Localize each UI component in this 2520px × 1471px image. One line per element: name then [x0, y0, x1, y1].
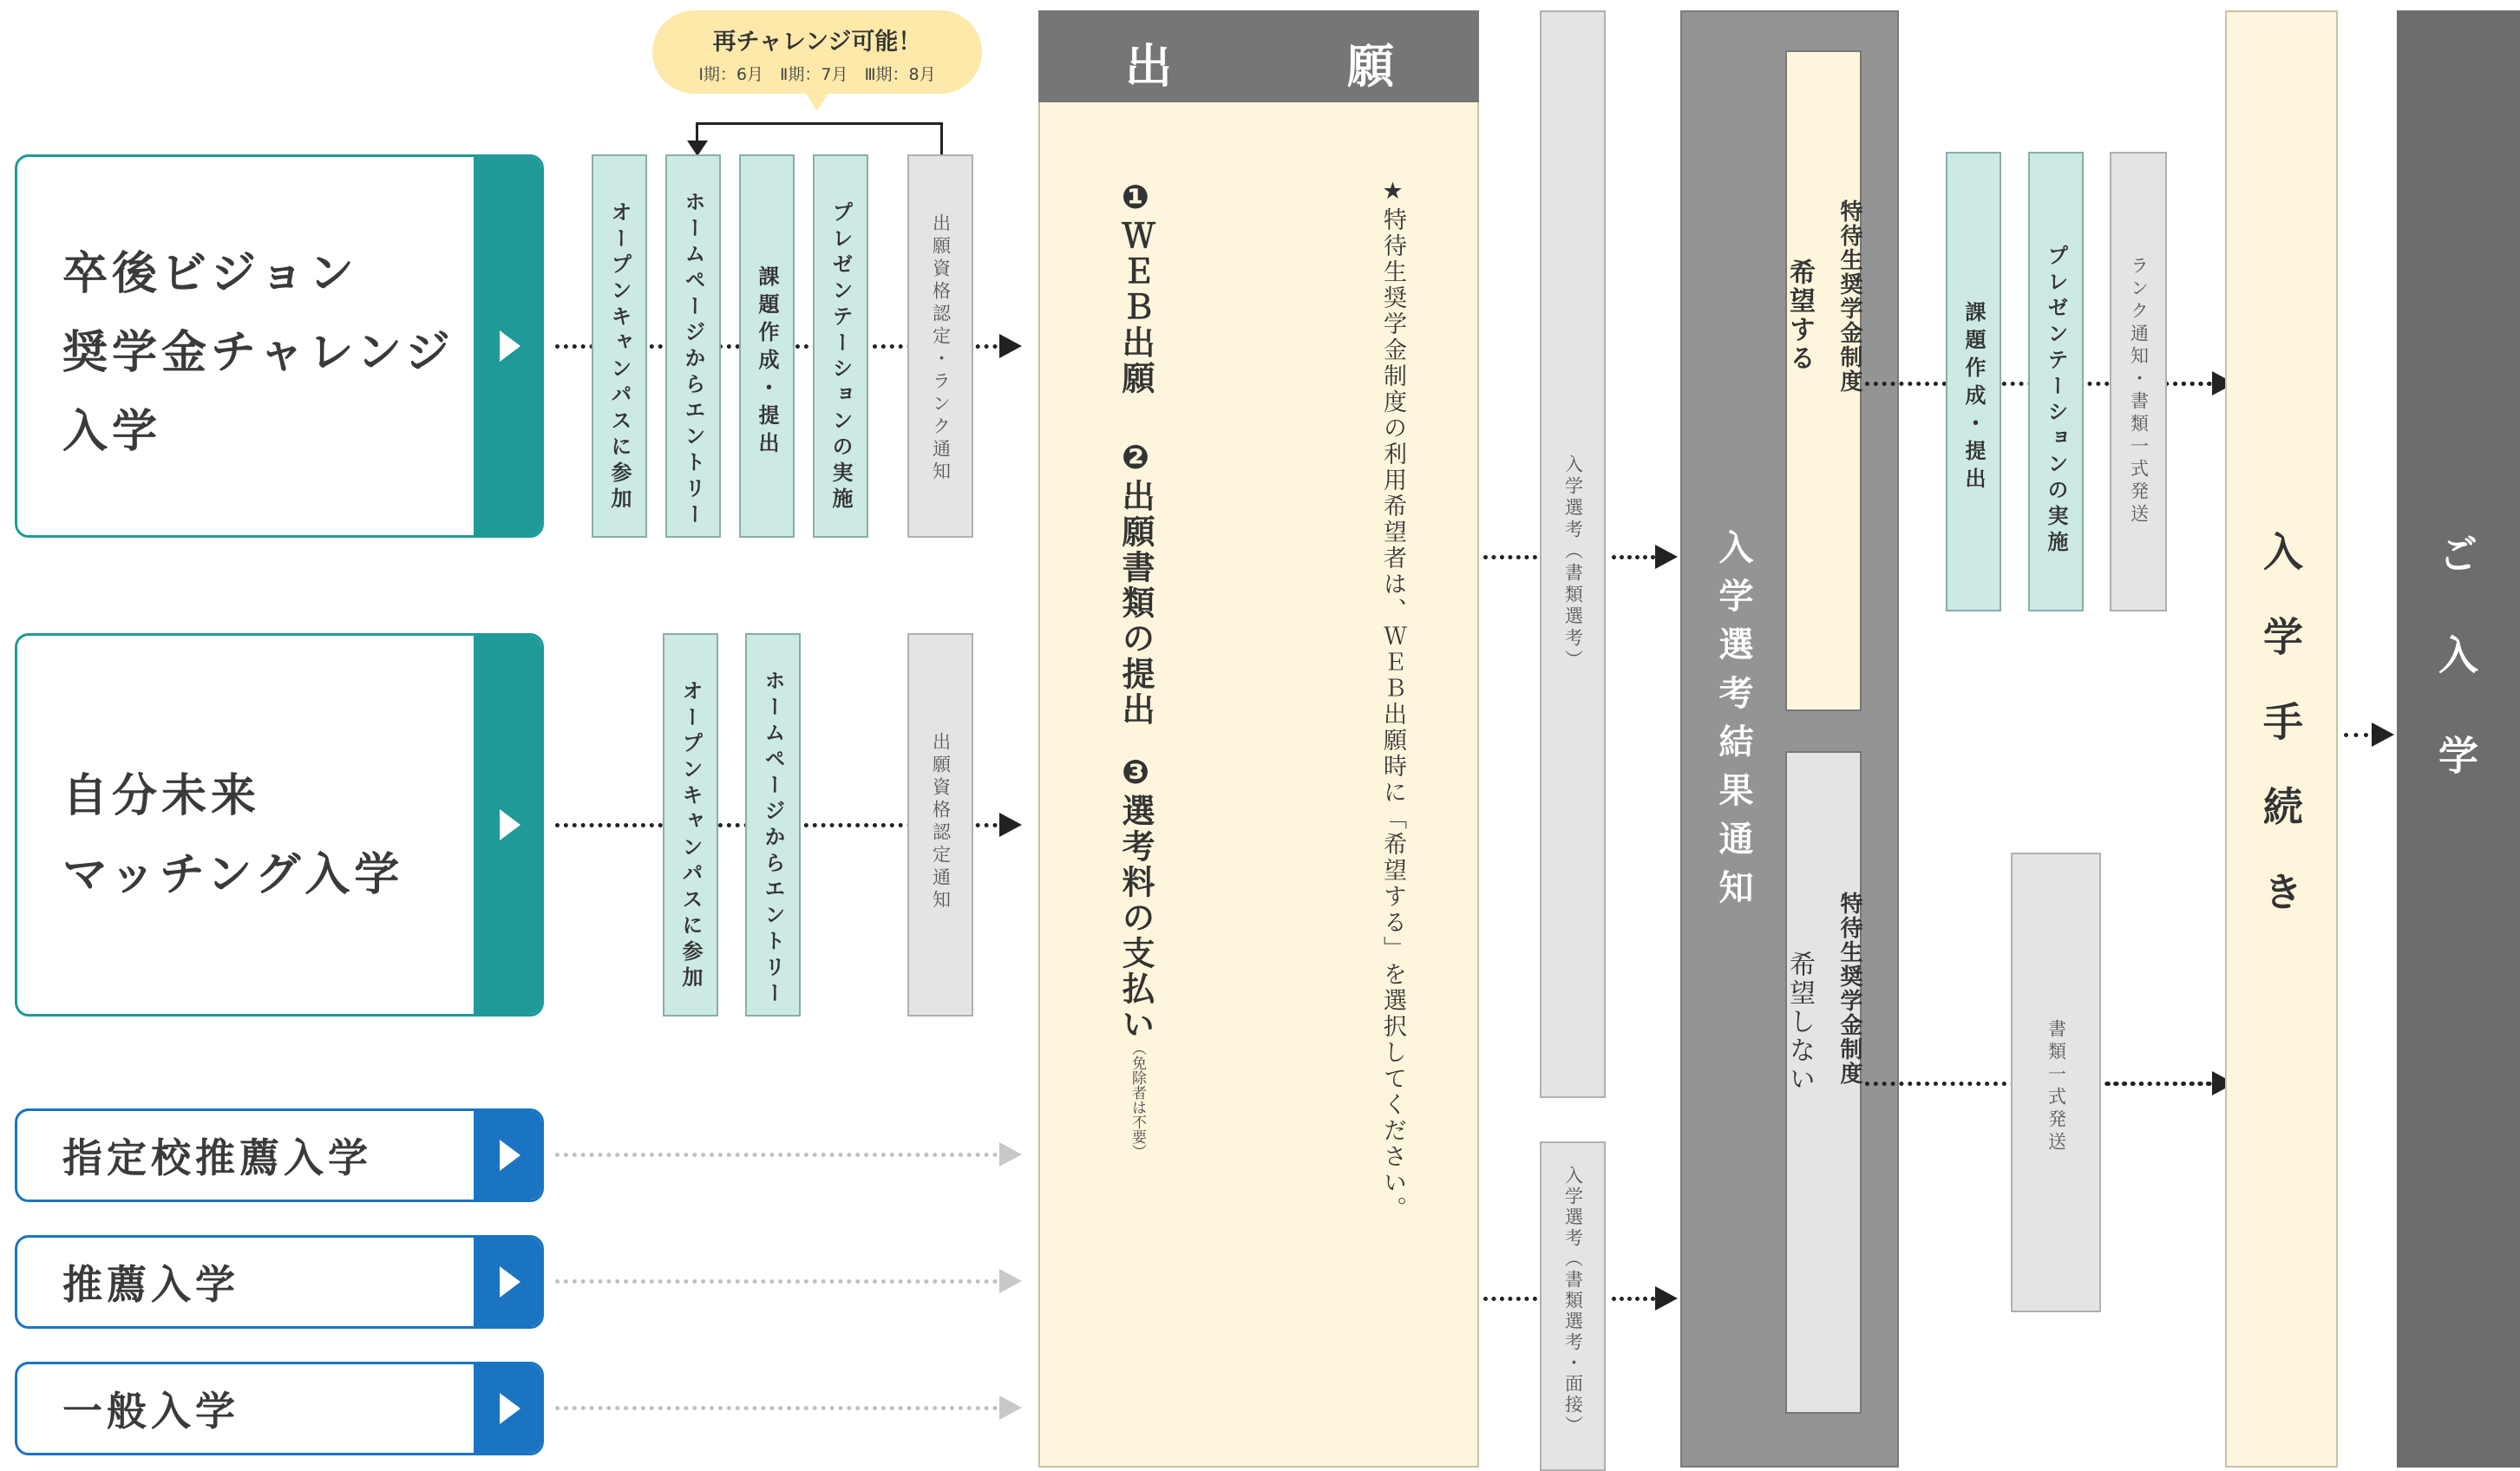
- arrowhead-icon: [999, 1142, 1022, 1167]
- route-mirai-label: 自分未来 マッチング入学: [62, 770, 404, 901]
- route-ippan-card[interactable]: [15, 1362, 544, 1455]
- selection-docs-interview: 入学選考（書類選考・面接）: [1540, 1141, 1606, 1471]
- step-nintei-rank: 出願資格認定・ランク通知: [907, 154, 973, 538]
- connector-to-procedure-1: [2173, 382, 2211, 386]
- route-ippan-tab[interactable]: [474, 1364, 541, 1453]
- after-docs: 書類一式発送: [2011, 853, 2101, 1312]
- route-suisen-tab[interactable]: [474, 1238, 541, 1326]
- route-mirai-card[interactable]: [15, 633, 544, 1017]
- shutsugan-step3: ❸選考料の支払い: [1116, 753, 1155, 1043]
- arrowhead-icon: [999, 1269, 1022, 1293]
- tokutai-note: ★特待生奨学金制度の利用希望者は、ＷＥＢ出願時に「希望する」を選択してください。: [1379, 178, 1406, 1222]
- result-label: 入学選考結果通知: [1713, 529, 1753, 918]
- after-presentation: プレゼンテーションの実施: [2028, 152, 2084, 611]
- connector-selection2-result: [1612, 1297, 1655, 1301]
- play-arrow-icon: [500, 330, 520, 362]
- route-shitei-label: 指定校推薦入学: [62, 1134, 372, 1181]
- after-kadai: 課題作成・提出: [1946, 152, 2001, 611]
- shutsugan-header-right: 願: [1347, 39, 1394, 94]
- arrowhead-icon: [1655, 545, 1678, 569]
- procedure-label: 入学手続き: [2257, 531, 2304, 956]
- step-hp-entry: ホームページからエントリー: [665, 154, 721, 538]
- play-arrow-icon: [500, 1140, 520, 1171]
- route-suisen-card[interactable]: [15, 1235, 544, 1329]
- route-shitei-card[interactable]: [15, 1108, 544, 1202]
- rechallenge-loop-line: [696, 122, 943, 155]
- step-open-campus: オープンキャンパスに参加: [592, 154, 647, 538]
- shutsugan-step2: ❷出願書類の提出: [1116, 438, 1155, 728]
- arrowhead-icon: [999, 334, 1022, 358]
- shutsugan-step1: ❶ＷＥＢ出願: [1116, 178, 1155, 396]
- connector-ippan: [555, 1406, 998, 1410]
- rechallenge-bubble: [652, 10, 982, 94]
- play-arrow-icon: [500, 1266, 520, 1298]
- arrowhead-icon: [999, 813, 1022, 837]
- route-vision-tab[interactable]: [474, 157, 541, 535]
- step-kadai: 課題作成・提出: [739, 154, 795, 538]
- shutsugan-step3-note: （免除者は不要）: [1129, 1041, 1146, 1159]
- route-shitei-tab[interactable]: [474, 1111, 541, 1200]
- step-presentation: プレゼンテーションの実施: [813, 154, 868, 538]
- tokutai-no-box: 特待生奨学金制度 希望しない: [1785, 751, 1862, 1414]
- shutsugan-header: [1038, 10, 1479, 102]
- arrowhead-icon: [1655, 1286, 1678, 1311]
- after-rank-docs: ランク通知・書類一式発送: [2110, 152, 2167, 611]
- route-vision-label: 卒後ビジョン 奨学金チャレンジ 入学: [62, 248, 455, 458]
- shutsugan-header-left: 出: [1125, 39, 1172, 94]
- connector-to-procedure-2: [2106, 1082, 2210, 1086]
- tokutai-yes-box: 特待生奨学金制度 希望する: [1785, 50, 1862, 711]
- connector-shutsugan-selection2: [1483, 1297, 1537, 1301]
- rechallenge-title: 再チャレンジ可能！: [712, 29, 922, 56]
- selection-docs: 入学選考（書類選考）: [1540, 10, 1606, 1098]
- connector-to-admission: [2344, 733, 2368, 737]
- play-arrow-icon: [500, 809, 520, 840]
- route-suisen-label: 推薦入学: [62, 1261, 239, 1308]
- bubble-tail: [805, 92, 829, 111]
- connector-shutsugan-selection1: [1483, 555, 1537, 559]
- step-open-campus-2: オープンキャンパスに参加: [663, 633, 718, 1017]
- route-ippan-label: 一般入学: [62, 1388, 239, 1435]
- step-nintei: 出願資格認定通知: [907, 633, 973, 1017]
- route-vision-card[interactable]: [15, 154, 544, 538]
- connector-shitei: [555, 1153, 998, 1157]
- arrowhead-icon: [2372, 722, 2394, 747]
- arrowhead-icon: [999, 1396, 1022, 1420]
- route-mirai-tab[interactable]: [474, 636, 541, 1014]
- shutsugan-column: [1038, 10, 1479, 1468]
- connector-suisen: [555, 1279, 998, 1284]
- admission-label: ご入学: [2432, 533, 2479, 835]
- step-hp-entry-2: ホームページからエントリー: [745, 633, 801, 1017]
- play-arrow-icon: [500, 1393, 520, 1424]
- rechallenge-periods: Ⅰ期：6月 Ⅱ期：7月 Ⅲ期：8月: [698, 65, 936, 84]
- connector-selection1-result: [1612, 555, 1655, 559]
